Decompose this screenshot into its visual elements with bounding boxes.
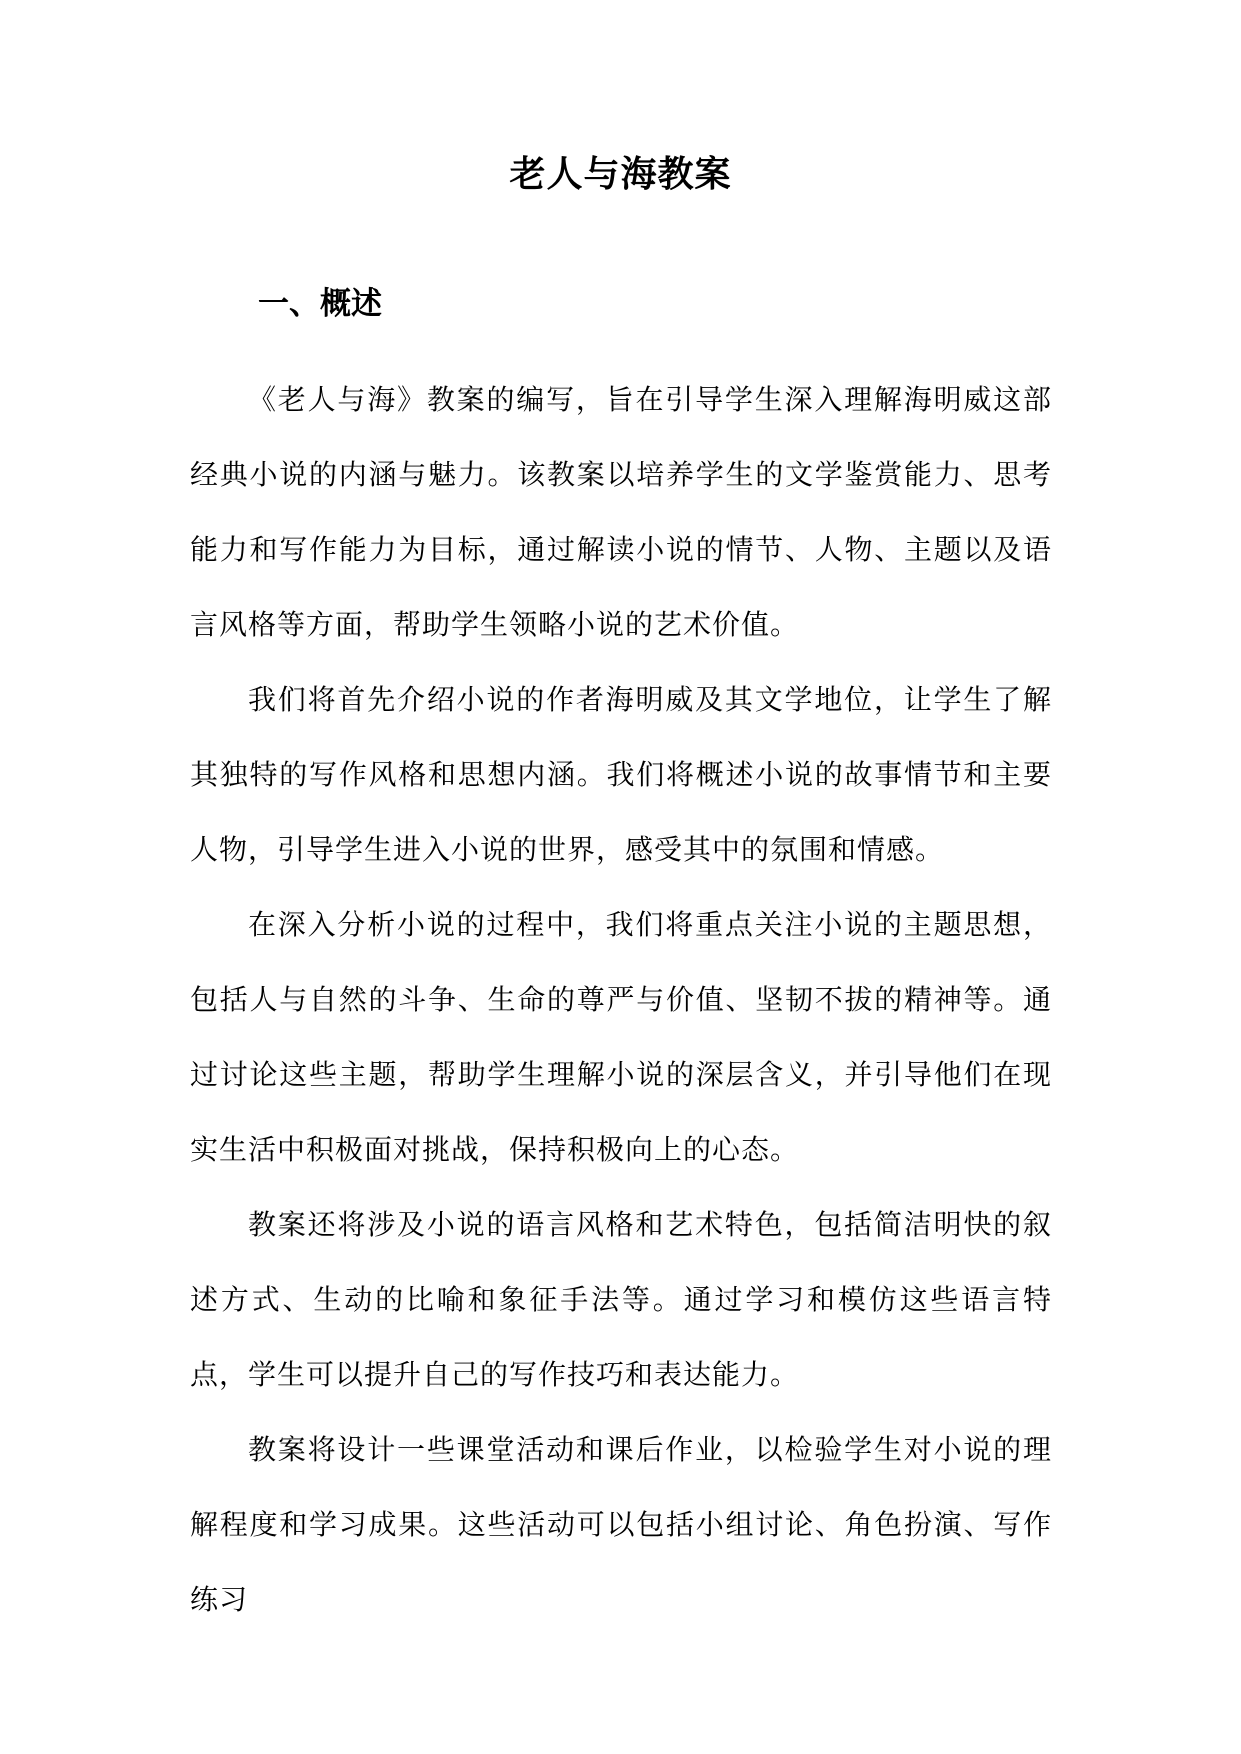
paragraph: 我们将首先介绍小说的作者海明威及其文学地位，让学生了解其独特的写作风格和思想内涵。我们将概述小说的故事情节和主要人物，引导学生进入小说的世界，感受其中的氛围和情感。 (190, 683, 1052, 866)
paragraph: 在深入分析小说的过程中，我们将重点关注小说的主题思想，包括人与自然的斗争、生命的尊严与价值、坚韧不拔的精神等。通过讨论这些主题，帮助学生理解小说的深层含义，并引导他们在现实生活中积极面对挑战，保持积极向上的心态。 (190, 908, 1052, 1166)
document-body (190, 362, 1052, 1637)
paragraph: 《老人与海》教案的编写，旨在引导学生深入理解海明威这部经典小说的内涵与魅力。该教案以培养学生的文学鉴赏能力、思考能力和写作能力为目标，通过解读小说的情节、人物、主题以及语言风格等方面，帮助学生领略小说的艺术价值。 (190, 383, 1052, 641)
paragraph: 教案将设计一些课堂活动和课后作业，以检验学生对小说的理解程度和学习成果。这些活动可以包括小组讨论、角色扮演、写作练习 (190, 1433, 1052, 1616)
document-title: 老人与海教案 (509, 154, 732, 195)
paragraph: 教案还将涉及小说的语言风格和艺术特色，包括简洁明快的叙述方式、生动的比喻和象征手法等。通过学习和模仿这些语言特点，学生可以提升自己的写作技巧和表达能力。 (190, 1208, 1052, 1391)
section-heading: 一、概述 (258, 286, 382, 322)
